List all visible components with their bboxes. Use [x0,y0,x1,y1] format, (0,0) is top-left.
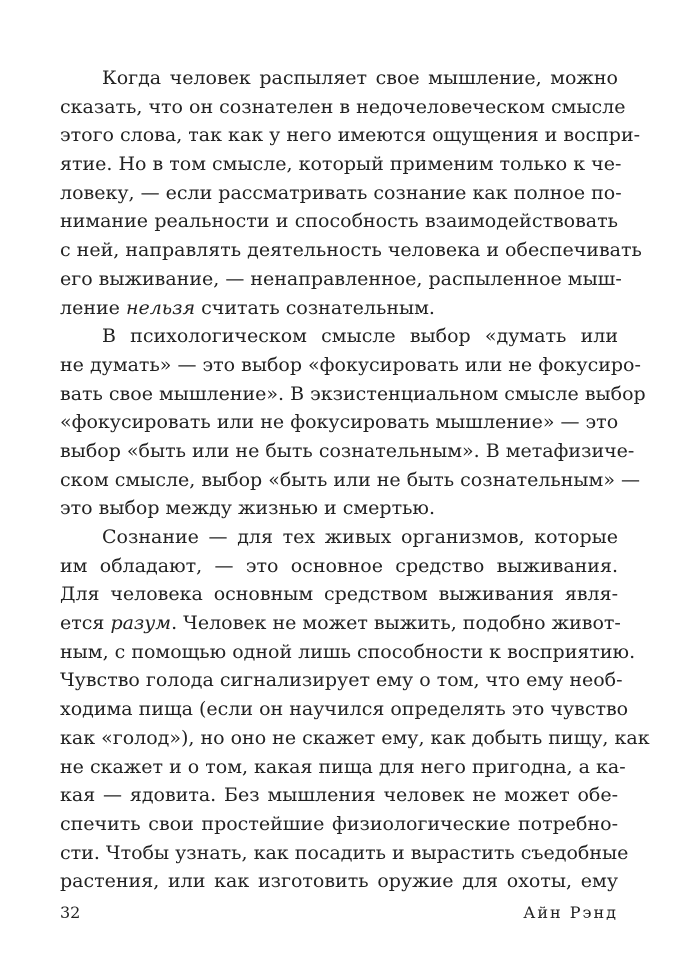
text-line: не скажет и о том, какая пища для него пригодна, а ка- [60,755,626,778]
text-line [60,609,621,638]
text-segment: ется [60,612,111,635]
text-line: ском смысле, выбор «быть или не быть сознательным» — [60,468,641,491]
text-segment: ление [60,296,126,319]
text-line [60,294,618,323]
text-line: ятие. Но в том смысле, который применим только к че- [60,153,622,176]
text-line: с ней, направлять деятельность человека и обеспечивать [60,239,642,262]
text-segment: . Человек не может выжить, подобно живот- [171,612,621,635]
page-text [60,64,650,896]
text-line: спечить свои простейшие физиологические потребно- [60,812,618,835]
text-line: ловеку, — если рассматривать сознание как полное по- [60,181,622,204]
text-line: выбор «быть или не быть сознательным». В метафизиче- [60,439,635,462]
text-line: не думать» — это выбор «фокусировать или не фокусиро- [60,353,641,376]
text-line: сти. Чтобы узнать, как посадить и вырастить съедобные [60,841,629,864]
page-number: 32 [60,903,81,922]
text-line: этого слова, так как у него имеются ощущения и воспри- [60,124,641,147]
text-line: как «голод»), но оно не скажет ему, как добыть пищу, как [60,726,650,749]
text-line: это выбор между жизнью и смертью. [60,497,436,520]
emphasis-word: разум [110,612,172,635]
text-line: его выживание, — ненаправленное, распыленное мыш- [60,267,622,290]
text-line: им обладают, — это основное средство выживания. [60,554,618,577]
text-line: В психологическом смысле выбор «думать или [102,325,618,348]
text-line: сказать, что он сознателен в недочеловеческом смысле [60,95,626,118]
text-line: кая — ядовита. Без мышления человек не может обе- [60,784,618,807]
running-head-author: Айн Рэнд [523,903,618,922]
text-line: Когда человек распыляет свое мышление, можно [102,67,618,89]
text-line: Для человека основным средством выживания явля- [60,583,618,606]
text-line: ным, с помощью одной лишь способности к восприятию. [60,640,636,663]
text-line: Сознание — для тех живых организмов, которые [102,526,618,548]
text-line: нимание реальности и способность взаимодействовать [60,210,618,233]
emphasis-word: нельзя [125,296,196,319]
text-line: «фокусировать или не фокусировать мышление» — это [60,411,619,434]
text-line: ходима пища (если он научился определять это чувство [60,698,629,721]
text-segment: считать сознательным. [195,296,435,319]
text-line: растения, или как изготовить оружие для охоты, ему [60,870,618,893]
text-line: вать свое мышление». В экзистенциальном смысле выбор [60,382,646,405]
page-footer [60,901,618,925]
text-line: Чувство голода сигнализирует ему о том, что ему необ- [60,669,623,692]
